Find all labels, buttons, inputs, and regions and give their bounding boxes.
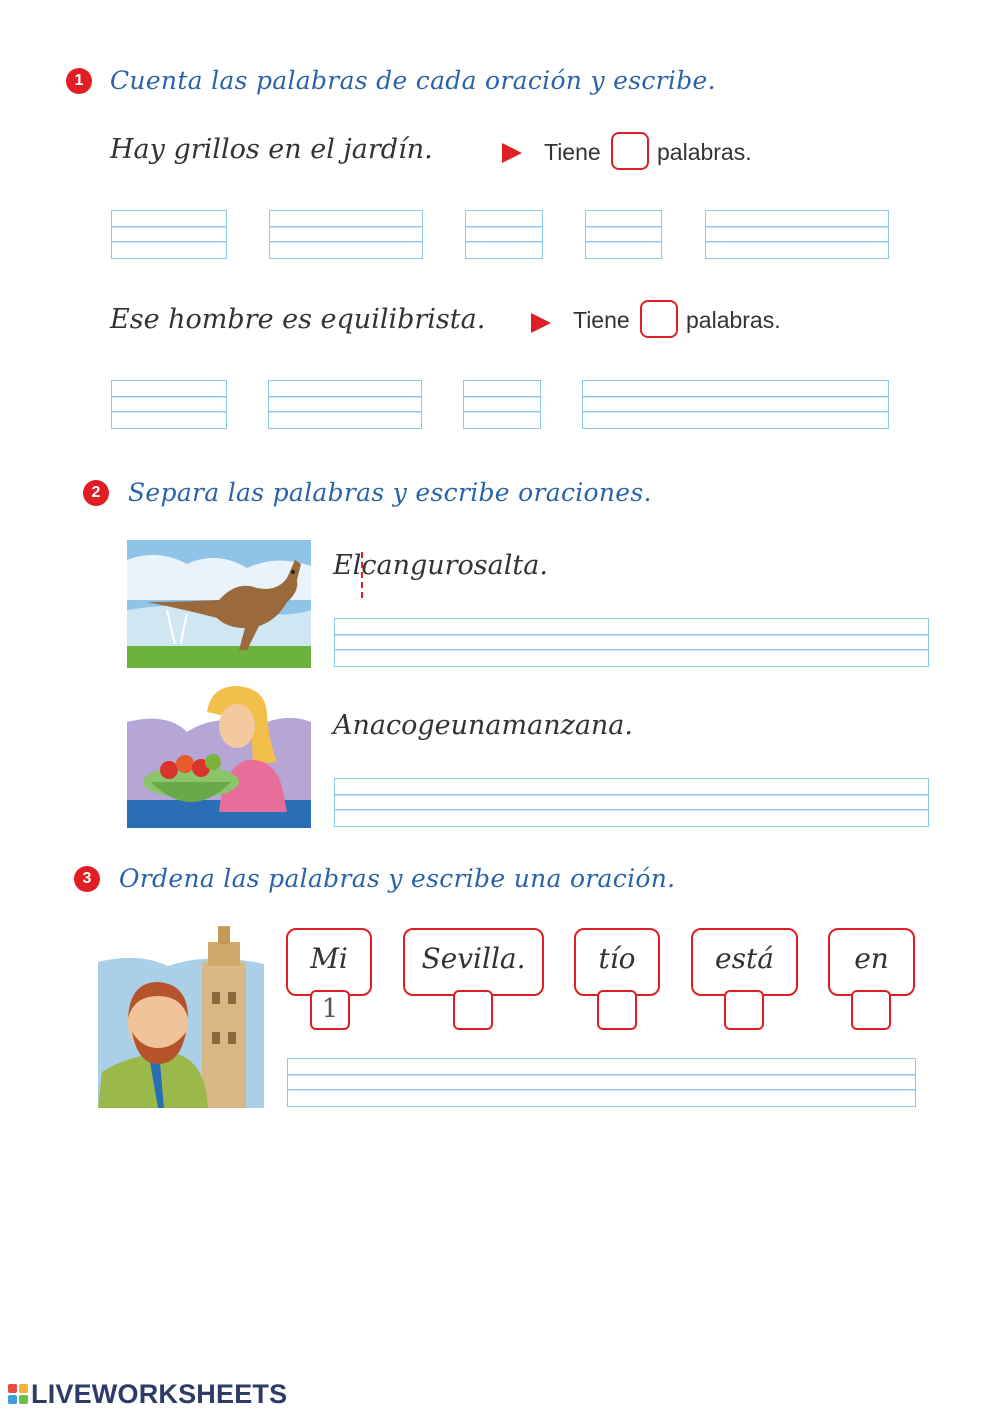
arrow-right-icon xyxy=(531,313,551,333)
arrow-right-icon xyxy=(502,143,522,163)
exercise-1-instruction: Cuenta las palabras de cada oración y escribe. xyxy=(110,66,716,95)
logo-text: LIVEWORKSHEETS xyxy=(31,1378,288,1409)
writing-box[interactable] xyxy=(268,380,422,429)
palabras-label: palabras. xyxy=(686,307,781,333)
separator-mark xyxy=(361,552,363,598)
writing-box[interactable] xyxy=(463,380,541,429)
uncle-giralda-illustration xyxy=(98,922,264,1108)
order-input-esta[interactable] xyxy=(724,990,764,1030)
palabras-label: palabras. xyxy=(657,139,752,165)
writing-line[interactable] xyxy=(334,618,929,667)
word-card-tio: tío xyxy=(574,928,660,996)
order-input-sevilla[interactable] xyxy=(453,990,493,1030)
word-card-mi: Mi xyxy=(286,928,372,996)
writing-box[interactable] xyxy=(111,210,227,259)
kangaroo-illustration xyxy=(127,540,311,668)
writing-box[interactable] xyxy=(465,210,543,259)
tiene-label: Tiene xyxy=(544,139,601,165)
tiene-label: Tiene xyxy=(573,307,630,333)
exercise-2-number: 2 xyxy=(83,480,109,506)
word-count-input-1[interactable] xyxy=(611,132,649,170)
order-input-mi[interactable]: 1 xyxy=(310,990,350,1030)
writing-line[interactable] xyxy=(287,1058,916,1107)
exercise-3-number: 3 xyxy=(74,866,100,892)
word-card-en: en xyxy=(828,928,915,996)
exercise-1-sentence-1: Hay grillos en el jardín. xyxy=(110,134,433,165)
exercise-2-sentence-2: Anacogeunamanzana. xyxy=(333,710,633,741)
exercise-2-sentence-1: Elcangurosalta. xyxy=(333,550,548,581)
woman-apples-illustration xyxy=(127,682,311,828)
writing-box[interactable] xyxy=(111,380,227,429)
order-input-tio[interactable] xyxy=(597,990,637,1030)
exercise-3-instruction: Ordena las palabras y escribe una oración. xyxy=(119,864,676,893)
exercise-1-number: 1 xyxy=(66,68,92,94)
writing-box[interactable] xyxy=(582,380,889,429)
liveworksheets-logo xyxy=(8,1378,287,1410)
word-card-esta: está xyxy=(691,928,798,996)
order-input-en[interactable] xyxy=(851,990,891,1030)
logo-icon xyxy=(8,1384,28,1404)
writing-box[interactable] xyxy=(585,210,662,259)
writing-box[interactable] xyxy=(705,210,889,259)
exercise-2-instruction: Separa las palabras y escribe oraciones. xyxy=(128,478,652,507)
exercise-1-sentence-2: Ese hombre es equilibrista. xyxy=(110,304,486,335)
writing-line[interactable] xyxy=(334,778,929,827)
writing-box[interactable] xyxy=(269,210,423,259)
word-count-input-2[interactable] xyxy=(640,300,678,338)
word-card-sevilla: Sevilla. xyxy=(403,928,544,996)
